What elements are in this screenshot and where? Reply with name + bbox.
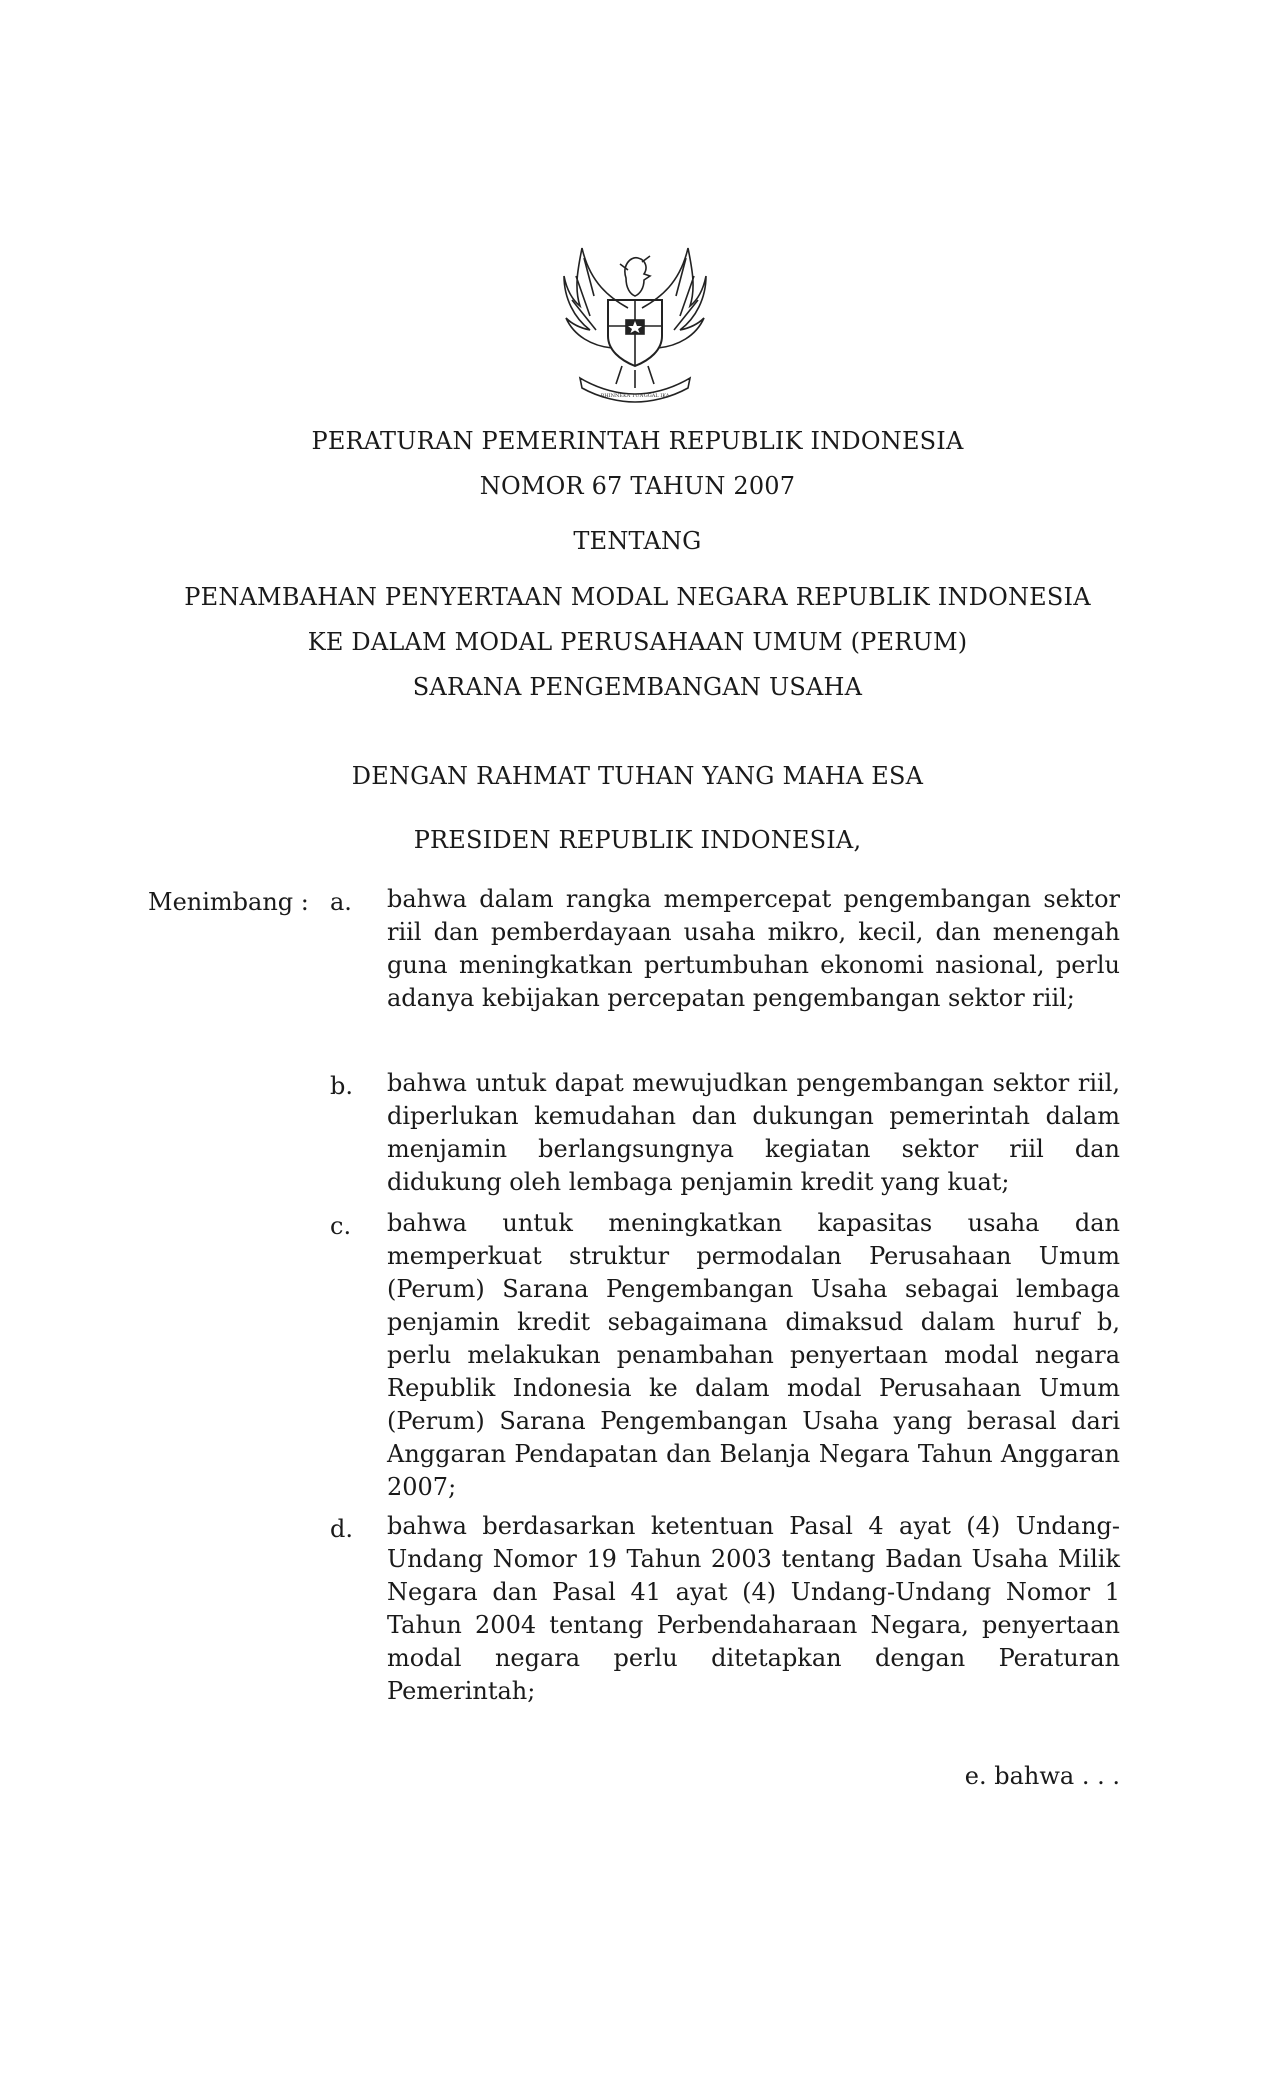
- issuer: PRESIDEN REPUBLIK INDONESIA,: [413, 826, 862, 854]
- garuda-pancasila-emblem: [560, 238, 710, 403]
- consideration-letter-b: b.: [330, 1072, 353, 1100]
- consideration-b: bahwa untuk dapat mewujudkan pengembangan sektor riil, diperlukan kemudahan dan dukungan pemerintah dalam menjamin berlangsungnya kegiatan sektor riil dan didukung oleh lembaga penjamin kredit yang kuat;: [387, 1069, 1120, 1196]
- subject-line-2: KE DALAM MODAL PERUSAHAAN UMUM (PERUM): [307, 628, 968, 656]
- page-continuation: e. bahwa . . .: [964, 1762, 1120, 1790]
- subject-line-1: PENAMBAHAN PENYERTAAN MODAL NEGARA REPUBLIK INDONESIA: [184, 583, 1091, 611]
- svg-text:BHINNEKA TUNGGAL IKA: BHINNEKA TUNGGAL IKA: [600, 393, 670, 399]
- invocation: DENGAN RAHMAT TUHAN YANG MAHA ESA: [351, 762, 924, 790]
- about-heading: TENTANG: [573, 527, 702, 555]
- consideration-c: bahwa untuk meningkatkan kapasitas usaha dan memperkuat struktur permodalan Perusahaan Umum (Perum) Sarana Pengembangan Usaha sebagai lembaga penjamin kredit sebagaimana dimaksud dalam huruf b, perlu melakukan penambahan penyertaan modal negara Republik Indonesia ke dalam modal Perusahaan Umum (Perum) Sarana Pengembangan Usaha yang berasal dari Anggaran Pendapatan dan Belanja Negara Tahun Anggaran 2007;: [387, 1209, 1120, 1501]
- consideration-d: bahwa berdasarkan ketentuan Pasal 4 ayat (4) Undang-Undang Nomor 19 Tahun 2003 tentang Badan Usaha Milik Negara dan Pasal 41 ayat (4) Undang-Undang Nomor 1 Tahun 2004 tentang Perbendaharaan Negara, penyertaan modal negara perlu ditetapkan dengan Peraturan Pemerintah;: [387, 1512, 1120, 1705]
- regulation-title: PERATURAN PEMERINTAH REPUBLIK INDONESIA: [311, 427, 964, 455]
- consideration-a: bahwa dalam rangka mempercepat pengembangan sektor riil dan pemberdayaan usaha mikro, kecil, dan menengah guna meningkatkan pertumbuhan ekonomi nasional, perlu adanya kebijakan percepatan pengembangan sektor riil;: [387, 885, 1120, 1012]
- subject-line-3: SARANA PENGEMBANGAN USAHA: [412, 673, 863, 701]
- consideration-letter-d: d.: [330, 1515, 353, 1543]
- considering-label: Menimbang :: [148, 888, 309, 916]
- consideration-letter-a: a.: [330, 888, 352, 916]
- consideration-letter-c: c.: [330, 1212, 352, 1240]
- regulation-number: NOMOR 67 TAHUN 2007: [479, 472, 796, 500]
